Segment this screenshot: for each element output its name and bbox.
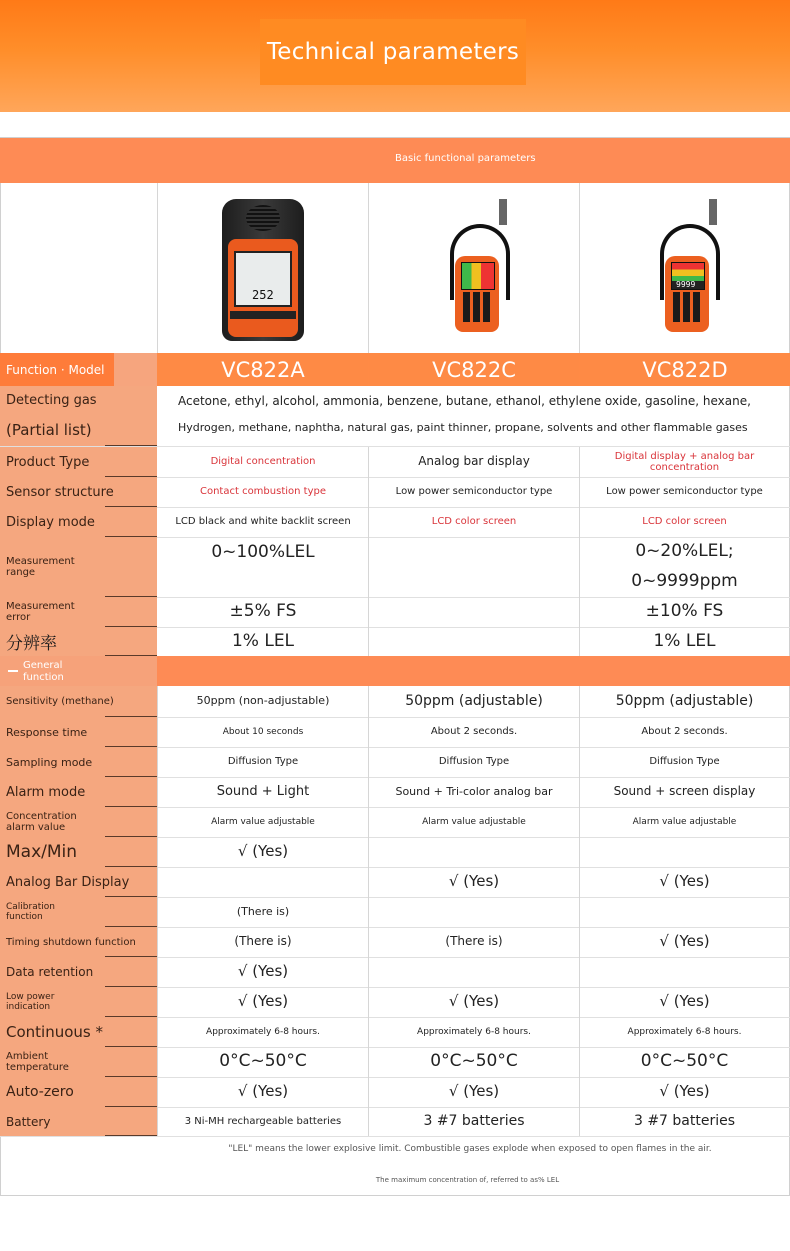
row-label: Max/Min (6, 842, 78, 862)
row-label: Response time (6, 725, 88, 739)
row-label: Sensor structure (6, 484, 114, 500)
row-value: 1% LEL (653, 630, 716, 651)
page-title: Technical parameters (266, 39, 520, 65)
row-value (369, 897, 579, 927)
row-display-mode (0, 507, 790, 537)
row-value: (There is) (234, 934, 292, 949)
detecting-gas-label-line1: Detecting gas (6, 392, 97, 408)
row-value: 0~20%LEL; (635, 541, 734, 562)
row-value: 3 Ni-MH rechargeable batteries (184, 1115, 342, 1127)
row-value: (There is) (236, 904, 290, 918)
row-value: Analog bar display (418, 454, 530, 469)
row-value: 50ppm (adjustable) (615, 693, 754, 710)
general-row (0, 837, 790, 867)
footnote-lel: "LEL" means the lower explosive limit. Combustible gases explode when exposed to open flames in the air. (228, 1144, 712, 1154)
detecting-gas-label-line2: (Partial list) (6, 421, 92, 440)
row-value: About 2 seconds. (430, 726, 518, 738)
header-banner (0, 0, 790, 112)
row-label: Sampling mode (6, 755, 93, 769)
row-value: √ (Yes) (237, 962, 289, 981)
row-value: Sound + screen display (613, 784, 756, 799)
row-value: Diffusion Type (438, 756, 510, 768)
row-label: Battery (6, 1114, 51, 1129)
row-value: LCD black and white backlit screen (175, 516, 351, 528)
row-value: Sound + Light (216, 783, 310, 799)
row-value (369, 837, 579, 867)
row-value (580, 897, 789, 927)
vc822a-screen-digits: 252 (252, 288, 274, 302)
row-value: Alarm value adjustable (211, 816, 315, 827)
section-basic-title: Basic functional parameters (395, 153, 536, 164)
row-value: About 10 seconds (222, 726, 304, 737)
row-label: 分辨率 (6, 634, 57, 654)
row-value (369, 537, 579, 597)
row-value: Sound + Tri-color analog bar (395, 784, 553, 798)
row-value: 3 #7 batteries (423, 1113, 525, 1130)
vc822d-screen-digits: 9999 (676, 280, 696, 289)
row-value: √ (Yes) (237, 842, 289, 861)
row-value: √ (Yes) (237, 1082, 289, 1101)
row-value: 0°C~50°C (430, 1051, 518, 1072)
row-value: Alarm value adjustable (422, 816, 526, 827)
row-value: √ (Yes) (659, 932, 710, 951)
section-general-title: General function (23, 660, 64, 683)
section-general-bar (0, 656, 790, 686)
row-label: Concentration alarm value (6, 811, 77, 833)
section-basic-bar (0, 138, 790, 183)
general-row (0, 1077, 790, 1107)
row-value: Approximately 6-8 hours. (417, 1026, 531, 1037)
row-label: Alarm mode (6, 784, 86, 800)
row-value: Contact combustion type (199, 486, 326, 498)
row-value: Approximately 6-8 hours. (627, 1026, 742, 1037)
general-row (0, 807, 790, 837)
row-product-type (0, 447, 790, 477)
row-value: LCD color screen (431, 516, 517, 528)
model-vc822d: VC822D (580, 353, 790, 386)
general-row (0, 927, 790, 957)
row-value: √ (Yes) (448, 1082, 500, 1101)
row-measurement-range (0, 537, 790, 597)
row-measurement-error (0, 597, 790, 627)
general-row (0, 686, 790, 717)
row-value: 3 #7 batteries (633, 1113, 736, 1130)
row-value: √ (Yes) (659, 1082, 710, 1101)
row-value: √ (Yes) (448, 872, 500, 891)
model-row (0, 353, 790, 386)
title-box (260, 19, 526, 85)
detecting-gas-row (0, 386, 790, 446)
row-value: Digital concentration (210, 456, 316, 468)
row-resolution (0, 627, 790, 656)
detecting-gas-line1: Acetone, ethyl, alcohol, ammonia, benzene, butane, ethanol, ethylene oxide, gasoline, hexane, (178, 394, 751, 408)
general-row (0, 987, 790, 1017)
row-value: 0°C~50°C (640, 1051, 729, 1072)
row-value: Approximately 6-8 hours. (206, 1026, 320, 1037)
row-value: 50ppm (adjustable) (405, 693, 543, 710)
row-value: Low power semiconductor type (395, 486, 553, 498)
row-value-extra: 0~9999ppm (631, 571, 738, 592)
general-row (0, 957, 790, 987)
row-label: Sensitivity (methane) (6, 696, 114, 707)
footnote-max-concentration: The maximum concentration of, referred to as% LEL (375, 1176, 560, 1184)
row-value: √ (Yes) (659, 872, 710, 891)
model-vc822c: VC822C (369, 353, 579, 386)
row-sensor-structure (0, 477, 790, 507)
row-value: 1% LEL (231, 630, 295, 651)
row-label: Measurement range (6, 556, 75, 578)
row-value (369, 957, 579, 987)
row-value: About 2 seconds. (641, 726, 728, 738)
row-label: Measurement error (6, 601, 75, 623)
row-value: √ (Yes) (448, 992, 500, 1011)
row-value: (There is) (445, 934, 503, 949)
row-value: 0~100%LEL (211, 542, 315, 562)
row-value: √ (Yes) (659, 992, 710, 1011)
row-value: ±10% FS (645, 601, 724, 622)
row-value: ±5% FS (229, 601, 297, 622)
row-label: Timing shutdown function (6, 936, 136, 948)
row-label: Analog Bar Display (6, 874, 130, 890)
row-value (158, 867, 368, 897)
row-value: Digital display + analog bar concentration (614, 450, 755, 473)
row-label: Calibration function (6, 902, 55, 922)
general-row (0, 777, 790, 807)
row-label: Data retention (6, 965, 94, 979)
row-value: LCD color screen (642, 516, 727, 528)
general-row (0, 717, 790, 747)
general-row (0, 1047, 790, 1077)
row-value: √ (Yes) (237, 992, 289, 1011)
general-row (0, 867, 790, 897)
general-row (0, 897, 790, 927)
row-label: Ambient temperature (6, 1051, 69, 1073)
row-value: Low power semiconductor type (606, 486, 763, 498)
gas-detector-vc822a-icon (222, 199, 304, 341)
row-value (369, 597, 579, 627)
general-row (0, 747, 790, 777)
row-value: 50ppm (non-adjustable) (196, 694, 330, 708)
row-value: Diffusion Type (227, 756, 299, 768)
dash-icon (8, 670, 18, 672)
row-value (580, 957, 789, 987)
row-label: Auto-zero (6, 1084, 74, 1100)
row-value (580, 837, 789, 867)
row-label: Product Type (6, 454, 90, 470)
model-vc822a: VC822A (158, 353, 368, 386)
row-value: 0°C~50°C (219, 1051, 307, 1072)
detecting-gas-label (0, 386, 157, 446)
row-value: Alarm value adjustable (632, 816, 737, 827)
model-row-label: Function · Model (0, 353, 114, 386)
general-row (0, 1107, 790, 1136)
row-value (369, 627, 579, 656)
row-label: Low power indication (6, 992, 55, 1012)
row-value: Diffusion Type (649, 756, 720, 768)
row-label: Display mode (6, 514, 95, 530)
row-label: Continuous * (6, 1023, 103, 1041)
detecting-gas-line2: Hydrogen, methane, naphtha, natural gas, paint thinner, propane, solvents and other flammable gases (178, 421, 748, 434)
general-row (0, 1017, 790, 1047)
